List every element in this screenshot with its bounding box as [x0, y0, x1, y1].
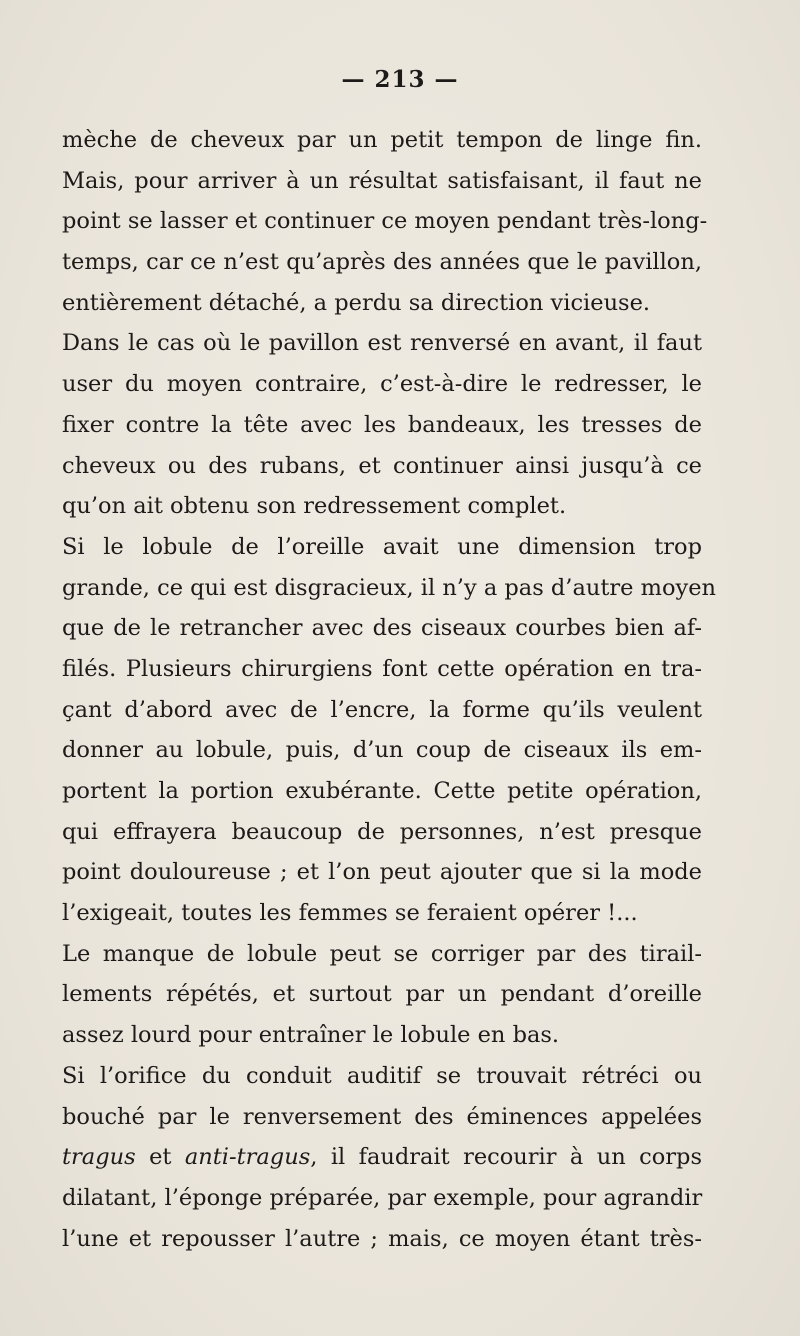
text-fragment: , il faudrait recourir à un corps: [310, 1144, 702, 1171]
text-line: point se lasser et continuer ce moyen pendant très-long-: [62, 208, 708, 235]
italic-term: anti-tragus: [184, 1144, 311, 1171]
text-line: dilatant, l’éponge préparée, par exemple, pour agrandir: [62, 1184, 703, 1211]
text-line: qu’on ait obtenu son redressement complet.: [62, 493, 567, 520]
text-line: bouché par le renversement des éminences appelées: [62, 1103, 702, 1130]
text-line: Si le lobule de l’oreille avait une dimension trop: [62, 533, 702, 560]
text-line: [62, 1137, 702, 1178]
text-line: lements répétés, et surtout par un pendant d’oreille: [62, 981, 702, 1008]
body-text: [62, 120, 717, 1259]
text-line: l’exigeait, toutes les femmes se feraient opérer !...: [62, 900, 638, 927]
text-line: portent la portion exubérante. Cette petite opération,: [62, 778, 702, 804]
text-line: point douloureuse ; et l’on peut ajouter que si la mode: [62, 859, 702, 886]
text-line: Dans le cas où le pavillon est renversé en avant, il faut: [62, 330, 702, 357]
text-fragment: et: [135, 1144, 185, 1171]
text-line: mèche de cheveux par un petit tempon de linge fin.: [62, 127, 702, 153]
text-line: grande, ce qui est disgracieux, il n’y a pas d’autre moyen: [62, 574, 717, 601]
text-line: Si l’orifice du conduit auditif se trouvait rétréci ou: [62, 1062, 702, 1089]
text-line: fixer contre la tête avec les bandeaux, les tresses de: [62, 411, 702, 438]
text-line: Le manque de lobule peut se corriger par des tirail-: [62, 940, 702, 967]
text-line: filés. Plusieurs chirurgiens font cette opération en tra-: [62, 655, 702, 682]
text-line: temps, car ce n’est qu’après des années que le pavillon,: [62, 249, 702, 276]
text-line: Mais, pour arriver à un résultat satisfaisant, il faut ne: [62, 167, 702, 194]
text-line: çant d’abord avec de l’encre, la forme qu’ils veulent: [62, 696, 702, 723]
text-line: entièrement détaché, a perdu sa direction vicieuse.: [62, 289, 651, 316]
text-line: user du moyen contraire, c’est-à-dire le redresser, le: [62, 371, 702, 398]
italic-term: tragus: [62, 1144, 136, 1171]
text-line: cheveux ou des rubans, et continuer ainsi jusqu’à ce: [62, 452, 702, 479]
text-line: qui effrayera beaucoup de personnes, n’est presque: [62, 818, 702, 845]
page-number: — 213 —: [341, 66, 459, 93]
text-line: que de le retrancher avec des ciseaux courbes bien af-: [62, 615, 702, 642]
text-line: donner au lobule, puis, d’un coup de ciseaux ils em-: [62, 737, 702, 764]
text-line: l’une et repousser l’autre ; mais, ce moyen étant très-: [62, 1225, 702, 1252]
text-line: assez lourd pour entraîner le lobule en bas.: [62, 1022, 560, 1049]
